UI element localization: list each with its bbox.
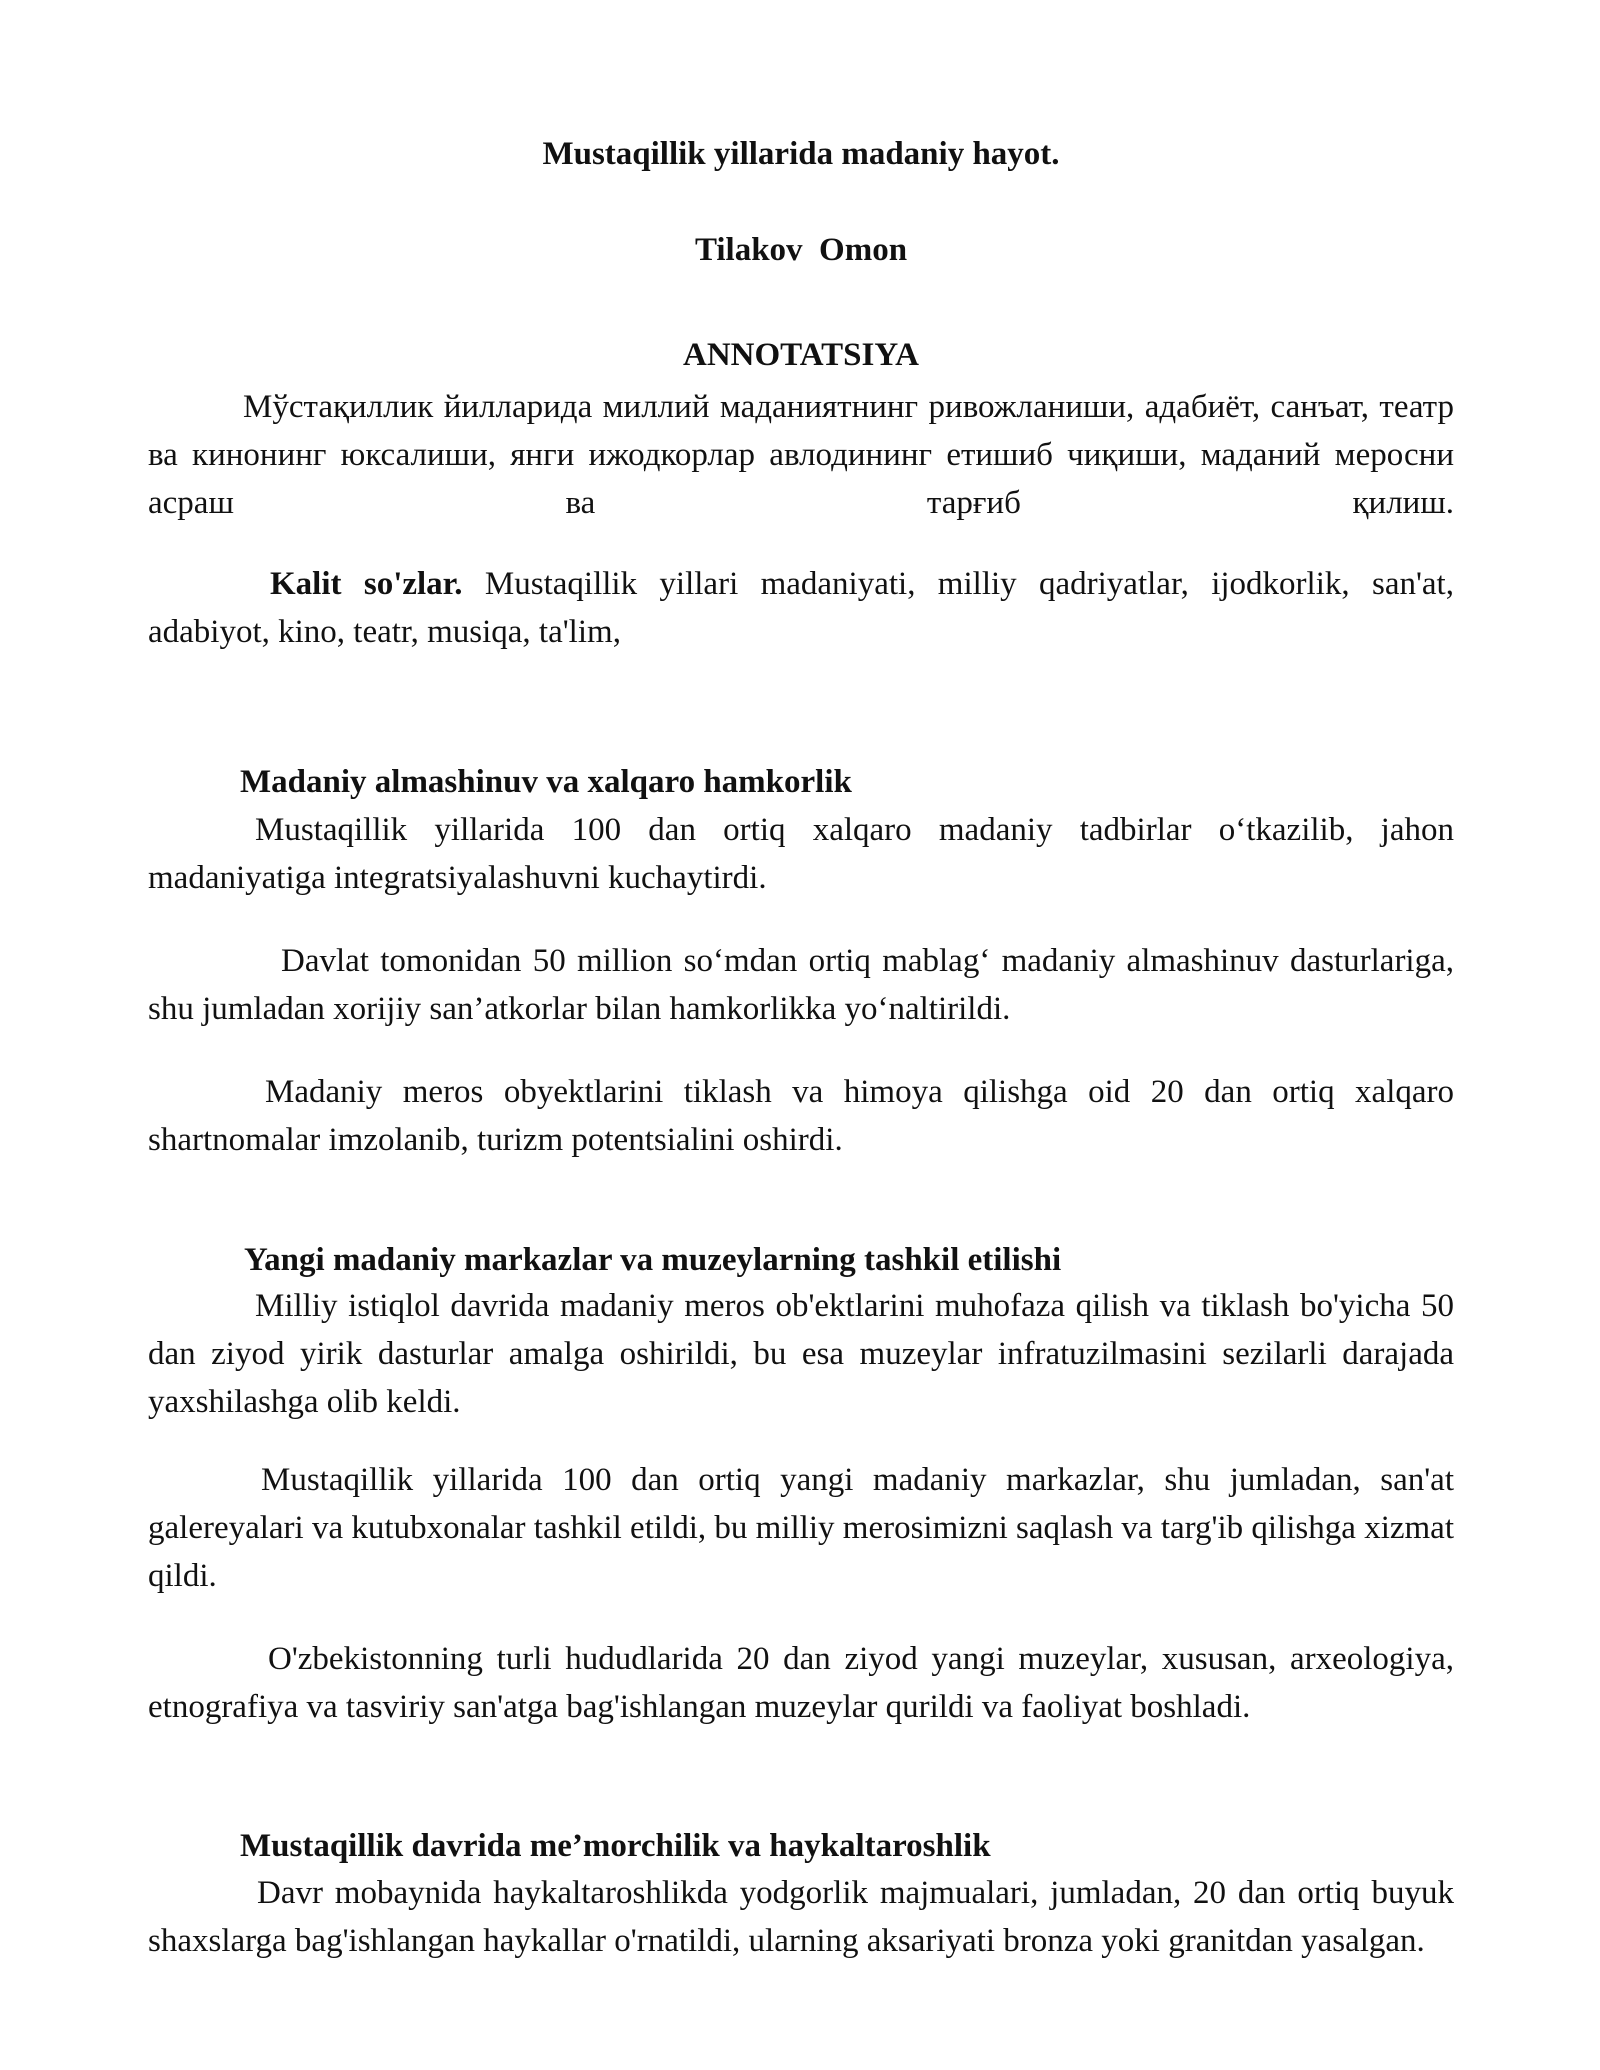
- section-2-paragraph-3: O'zbekistonning turli hududlarida 20 dan ziyod yangi muzeylar, xususan, arxeologiya, etnografiya va tasviriy san'atga bag'ishlangan muzeylar qurildi va faoliyat boshladi.: [148, 1641, 1454, 1725]
- section-heading-cultural-exchange: Madaniy almashinuv va xalqaro hamkorlik: [240, 764, 852, 800]
- keywords-paragraph: [148, 560, 1454, 656]
- section-heading-new-centers: Yangi madaniy markazlar va muzeylarning tashkil etilishi: [244, 1242, 1062, 1278]
- keywords-label: Kalit so'zlar.: [270, 566, 463, 602]
- section-2-paragraph-2: Mustaqillik yillarida 100 dan ortiq yangi madaniy markazlar, shu jumladan, san'at galereyalari va kutubxonalar tashkil etildi, bu milliy merosimizni saqlash va targ'ib qilishga xizmat qildi.: [148, 1462, 1454, 1594]
- section-heading-architecture: Mustaqillik davrida me’morchilik va haykaltaroshlik: [240, 1828, 991, 1864]
- keywords-text: Mustaqillik yillari madaniyati, milliy qadriyatlar, ijodkorlik, san'at, adabiyot, kino, teatr, musiqa, ta'lim,: [148, 566, 1454, 650]
- section-3-paragraph-1: Davr mobaynida haykaltaroshlikda yodgorlik majmualari, jumladan, 20 dan ortiq buyuk shaxslarga bag'ishlangan haykallar o'rnatildi, ularning aksariyati bronza yoki granitdan yasalgan.: [148, 1875, 1454, 1959]
- document-title: Mustaqillik yillarida madaniy hayot.: [542, 136, 1060, 172]
- author-name: Tilakov Omon: [694, 232, 908, 268]
- section-1-paragraph-3: Madaniy meros obyektlarini tiklash va himoya qilishga oid 20 dan ortiq xalqaro shartnomalar imzolanib, turizm potentsialini oshirdi.: [148, 1074, 1454, 1158]
- annotation-heading: ANNOTATSIYA: [683, 337, 919, 373]
- section-1-paragraph-1: Mustaqillik yillarida 100 dan ortiq xalqaro madaniy tadbirlar o‘tkazilib, jahon madaniyatiga integratsiyalashuvni kuchaytirdi.: [148, 812, 1454, 896]
- section-1-paragraph-2: Davlat tomonidan 50 million so‘mdan ortiq mablag‘ madaniy almashinuv dasturlariga, shu jumladan xorijiy san’atkorlar bilan hamkorlikka yo‘naltirildi.: [148, 943, 1454, 1027]
- section-2-paragraph-1: Milliy istiqlol davrida madaniy meros ob'ektlarini muhofaza qilish va tiklash bo'yicha 50 dan ziyod yirik dasturlar amalga oshirildi, bu esa muzeylar infratuzilmasini sezilarli darajada yaxshilashga olib keldi.: [148, 1288, 1454, 1420]
- annotation-text: Мўстақиллик йилларида миллий маданиятнинг ривожланиши, адабиёт, санъат, театр ва кинонинг юксалиши, янги ижодкорлар авлодининг етишиб чиқиши, маданий меросни асраш ва тарғиб қилиш.: [148, 389, 1454, 521]
